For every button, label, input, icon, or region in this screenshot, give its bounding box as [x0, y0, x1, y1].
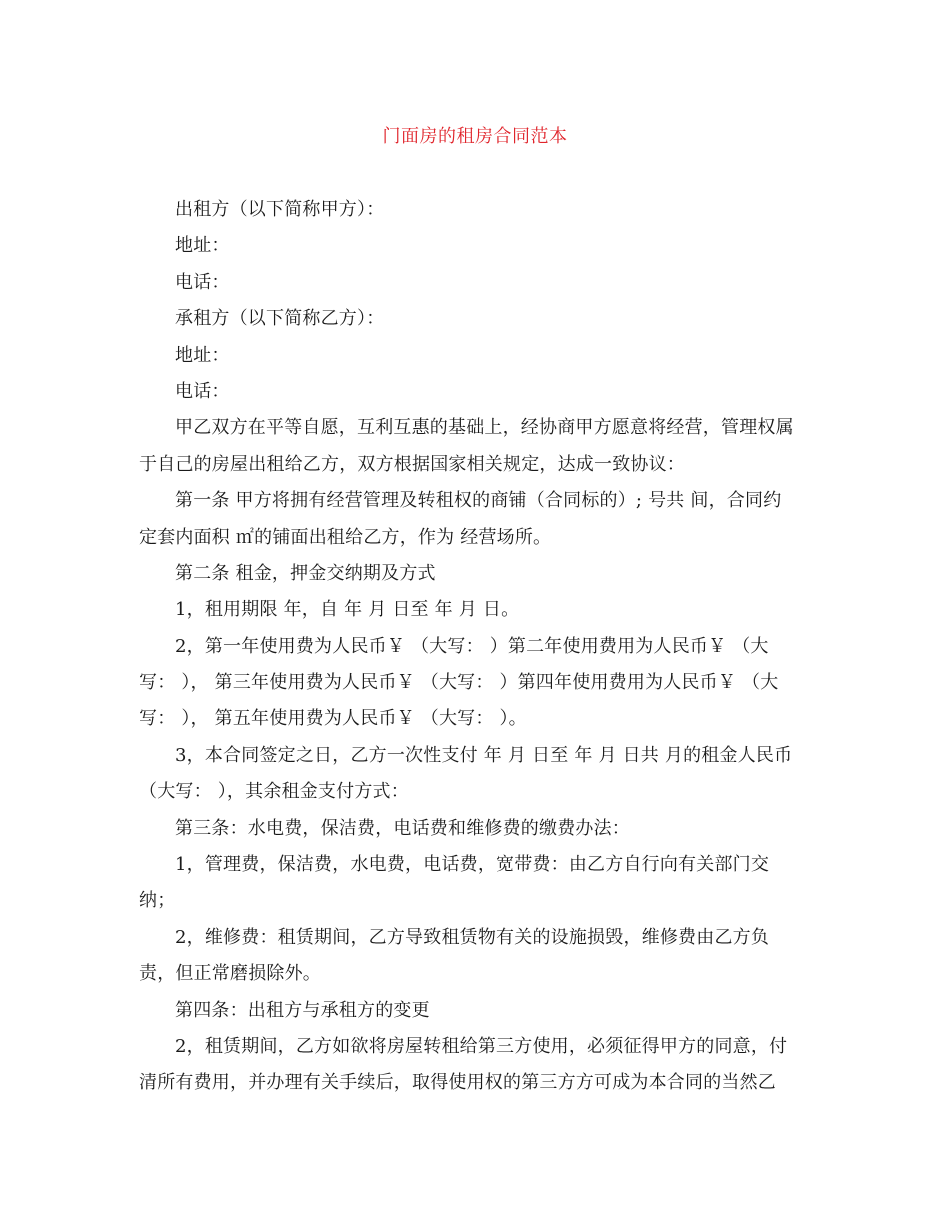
- paragraph-line: 1，租用期限 年，自 年 月 日至 年 月 日。: [175, 599, 520, 621]
- paragraph-line: 2，第一年使用费为人民币￥ （大写： ）第二年使用费用为人民币￥ （大: [175, 635, 769, 657]
- paragraph-line: 地址：: [175, 344, 230, 366]
- paragraph-line: 第二条 租金，押金交纳期及方式: [175, 562, 436, 584]
- paragraph-line: 2，租赁期间，乙方如欲将房屋转租给第三方使用，必须征得甲方的同意，付: [175, 1035, 788, 1057]
- paragraph-line: 地址：: [175, 235, 230, 257]
- paragraph-line: 定套内面积 ㎡的铺面出租给乙方，作为 经营场所。: [139, 526, 552, 548]
- paragraph-line: 电话：: [175, 271, 230, 293]
- paragraph-line: 1，管理费，保洁费，水电费，电话费，宽带费：由乙方自行向有关部门交: [175, 854, 770, 876]
- paragraph-line: 第三条：水电费，保洁费，电话费和维修费的缴费办法：: [175, 817, 630, 839]
- paragraph-line: 3，本合同签定之日，乙方一次性支付 年 月 日至 年 月 日共 月的租金人民币: [175, 744, 793, 766]
- paragraph-line: 责，但正常磨损除外。: [139, 963, 321, 985]
- paragraph-line: 纳；: [139, 890, 176, 912]
- paragraph-line: 清所有费用，并办理有关手续后，取得使用权的第三方方可成为本合同的当然乙: [139, 1072, 776, 1094]
- paragraph-line: 于自己的房屋出租给乙方，双方根据国家相关规定，达成一致协议：: [139, 453, 685, 475]
- paragraph-line: 第一条 甲方将拥有经营管理及转租权的商铺（合同标的）; 号共 间，合同约: [175, 490, 782, 512]
- paragraph-line: 电话：: [175, 380, 230, 402]
- document-title: 门面房的租房合同范本: [382, 126, 568, 147]
- paragraph-line: 第四条：出租方与承租方的变更: [175, 999, 430, 1021]
- paragraph-line: （大写： ），其余租金支付方式：: [139, 781, 409, 803]
- paragraph-line: 2，维修费：租赁期间，乙方导致租赁物有关的设施损毁，维修费由乙方负: [175, 926, 770, 948]
- document-body: [139, 192, 811, 1102]
- paragraph-line: 写： ）， 第三年使用费为人民币￥ （大写： ）第四年使用费用为人民币￥ （大: [139, 672, 779, 694]
- paragraph-line: 承租方（以下简称乙方）：: [175, 308, 385, 330]
- paragraph-line: 出租方（以下简称甲方）：: [175, 199, 385, 220]
- paragraph-line: 甲乙双方在平等自愿，互利互惠的基础上，经协商甲方愿意将经营，管理权属: [175, 417, 794, 439]
- paragraph-line: 写： ）， 第五年使用费为人民币￥ （大写： ）。: [139, 708, 527, 730]
